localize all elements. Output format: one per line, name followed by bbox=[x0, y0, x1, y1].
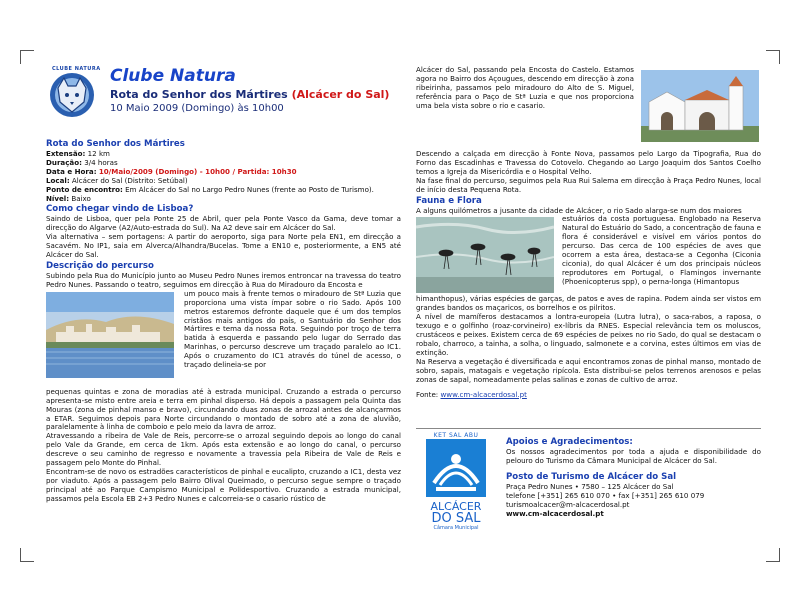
crop-mark bbox=[766, 561, 780, 562]
value: Alcácer do Sal (Distrito: Setúbal) bbox=[71, 175, 188, 185]
paragraph: A nível de mamíferos destacamos a lontra-europeia (Lutra lutra), o saca-rabos, a raposa, o texugo e o golfinho (roaz-corvineiro) ex-líbris da RNES. Especial relevância tem os moluscos, crustáceos e peixes. Existem cerca de 69 espécies de peixes no rio Sado, do qual se destacam o robalo, charroco, a tainha, a solha, o linguado, salmonete e a corvina, estes últimos em vias de extinção. bbox=[416, 312, 761, 357]
section-title-fauna: Fauna e Flora bbox=[416, 195, 482, 206]
wolf-logo-icon bbox=[46, 66, 98, 120]
section-title-como-chegar: Como chegar vindo de Lisboa? bbox=[46, 204, 194, 215]
route-place: (Alcácer do Sal) bbox=[291, 88, 390, 101]
image-wrap-block bbox=[416, 215, 761, 295]
clube-natura-logo bbox=[46, 66, 101, 120]
crop-mark bbox=[20, 548, 21, 562]
alcacer-line2: DO SAL bbox=[431, 511, 481, 526]
alcacer-logo bbox=[418, 432, 494, 531]
paragraph: pequenas quintas e zona de moradias até à estrada municipal. Cruzando a estrada o percurso apresenta-se misto entre areia e terra em pinhal disperso. Há depois a passagem pela Quinta das Mouras (zona de pinhal manso e bravo), circundando duas zonas de arrozal antes de alcançarmos a ETAR. Seguimos depois para Norte circundando o montado de sobro até a zona de aluvião, paralelamente à linha de comboio e pelo meio da lavra de arroz. bbox=[46, 386, 401, 432]
label: Duração: bbox=[46, 157, 82, 167]
source-line bbox=[416, 391, 761, 400]
logo-text: CLUBE NATURA bbox=[52, 66, 101, 72]
support-text bbox=[506, 436, 761, 518]
posto-title: Posto de Turismo de Alcácer do Sal bbox=[506, 471, 677, 482]
church-photo bbox=[641, 70, 759, 142]
apoios-text: Os nossos agradecimentos por toda a ajuda e disponibilidade do pelouro do Turismo da Câmara Municipal de Alcácer do Sal. bbox=[506, 447, 761, 465]
label: Nível: bbox=[46, 193, 70, 203]
source-label: Fonte: bbox=[416, 389, 439, 399]
crop-mark bbox=[20, 50, 21, 64]
alcacer-emblem-icon bbox=[426, 439, 486, 497]
document-page bbox=[34, 56, 766, 566]
crop-mark bbox=[20, 50, 34, 51]
section-title-descricao: Descrição do percurso bbox=[46, 260, 154, 271]
support-block bbox=[416, 432, 761, 552]
event-date: 10 Maio 2009 (Domingo) às 10h00 bbox=[110, 103, 284, 114]
club-name: Clube Natura bbox=[110, 66, 236, 86]
info-nivel bbox=[46, 195, 401, 204]
town-river-photo bbox=[46, 292, 174, 378]
right-column bbox=[416, 66, 761, 399]
value: 12 km bbox=[87, 149, 110, 158]
value: Em Alcácer do Sal no Largo Pedro Nunes (frente ao Posto de Turismo). bbox=[125, 184, 374, 194]
alcacer-line3: Câmara Municipal bbox=[433, 525, 479, 531]
posto-address: Praça Pedro Nunes • 7580 – 125 Alcácer do Sal bbox=[506, 481, 674, 491]
paragraph: Subindo pela Rua do Município junto ao Museu Pedro Nunes iremos entroncar na travessa do teatro Pedro Nunes. Passando o teatro, seguimos em direcção à Rua do Miradouro da Encosta e bbox=[46, 270, 401, 289]
value: Baixo bbox=[71, 193, 91, 203]
crop-mark bbox=[766, 50, 780, 51]
posto-email[interactable]: turismoalcacer@m-alcacerdosal.pt bbox=[506, 499, 630, 509]
value: 10/Maio/2009 (Domingo) - 10h00 / Partida: 10h30 bbox=[98, 166, 297, 176]
paragraph: himanthopus), várias espécies de garças, de patos e aves de rapina. Podem ainda ser vistos em grandes bandos os maçaricos, os borrelhos e os pilritos. bbox=[416, 294, 761, 313]
paragraph: Na Reserva a vegetação é diversificada e aqui encontramos zonas de pinhal manso, montado de sobro, sapais, matagais e vegetação ripícola. Esta distribui-se pelos terrenos arenosos e pelas zonas de sapal, nomeadamente pelas salinas e zonas de cultivo de arroz. bbox=[416, 356, 761, 384]
crop-mark bbox=[20, 561, 34, 562]
paragraph: Alcácer do Sal, passando pela Encosta do Castelo. Estamos agora no Bairro dos Açougues, descendo em direcção à zona ribeirinha, passamos pelo miradouro do Alto de S. Miguel, referência para o Paço de Stª Luzia e que nos proporciona uma bela vista sobre o rio e casario. bbox=[416, 65, 634, 110]
divider bbox=[416, 428, 761, 429]
posto-phone: telefone [+351] 265 610 070 • fax [+351] 265 610 079 bbox=[506, 490, 705, 500]
apoios-title: Apoios e Agradecimentos: bbox=[506, 437, 633, 447]
crop-mark bbox=[779, 548, 780, 562]
paragraph: um pouco mais à frente temos o miradouro de Stª Luzia que proporciona uma vista ímpar sobre o rio Sado. Após 100 metros estaremos defronte daquele que é um dos templos cristãos mais antigos do país, o Santuário do Senhor dos Mártires e tema da nossa Rota. Seguindo por troço de terra batida à esquerda e passando pelo lugar do Serrado das Marinhas, o percurso descreve um traçado paralelo ao IC1. Após o cruzamento do IC1 através do túnel de acesso, o traçado delineia-se por bbox=[184, 288, 401, 370]
crop-mark bbox=[779, 50, 780, 64]
route-title bbox=[110, 88, 389, 101]
paragraph: Descendo a calçada em direcção à Fonte Nova, passamos pelo Largo da Tipografia, Rua do Forno das Escadinhas e Travessa do Cotovelo. Chegando ao Largo Joaquim dos Santos Coelho temos a Igreja da Misericórdia e o Hospital Velho. bbox=[416, 149, 761, 176]
ket-text: KET SAL ABU bbox=[433, 432, 479, 439]
info-ponto bbox=[46, 186, 401, 195]
paragraph: Via alternativa – sem portagens: A partir do aeroporto, siga para Norte pela EN1, em direcção a Sacavém. No IP1, saia em Alverca/Alhandra/Bucelas. Tome a EN10 e, posteriormente, a EN5 até Alcácer do Sal. bbox=[46, 232, 401, 260]
birds-wetland-photo bbox=[416, 217, 554, 293]
label: Ponto de encontro: bbox=[46, 184, 123, 194]
paragraph: Na fase final do percurso, seguimos pela Rua Rui Salema em direcção à Praça Pedro Nunes, local de início desta Pequena Rota. bbox=[416, 175, 761, 194]
label: Local: bbox=[46, 175, 70, 185]
paragraph: Atravessando a ribeira de Vale de Reis, percorre-se o arrozal seguindo depois ao longo do canal pelo Vale da Grande, em cerca de 1km. Após esta extensão e ao longo do canal, o percurso descreve o seu caminho de regresso e novamente a travessia pela Ribeira de Vale de Reis e passagem pelo Monte do Pinhal. bbox=[46, 431, 401, 468]
paragraph: Encontram-se de novo os estradões característicos de pinhal e eucalipto, cruzando a IC1, desta vez por viaduto. Após a passagem pelo Bairro Olival Queimado, o percurso segue sempre o traçado principal até ao Parque Campismo Municipal e Polidesportivo. Cruzando a estrada municipal, passamos pela Escola EB 2+3 Pedro Nunes e calcorreia-se o casario rústico de bbox=[46, 466, 401, 503]
left-column bbox=[46, 138, 401, 504]
value: 3/4 horas bbox=[84, 157, 118, 167]
label: Extensão: bbox=[46, 149, 86, 158]
image-wrap-block bbox=[416, 66, 761, 150]
paragraph: Saindo de Lisboa, quer pela Ponte 25 de Abril, quer pela Ponte Vasco da Gama, deve tomar a direcção do Algarve (A2/Auto-estrada do Sul). Na A2 deve sair em Alcácer do Sal. bbox=[46, 214, 401, 233]
paragraph: A alguns quilómetros a jusante da cidade de Alcácer, o rio Sado alarga-se num dos maiores bbox=[416, 205, 742, 215]
source-link[interactable]: www.cm-alcacerdosal.pt bbox=[440, 389, 527, 399]
alcacer-line1: ALCÁCER bbox=[430, 500, 482, 513]
paragraph: estuários da costa portuguesa. Englobado na Reserva Natural do Estuário do Sado, a concentração de fauna e flora é considerável e visível em vários pontos do percurso. Das cerca de 100 espécies de aves que ocorrem a esta área, destaca-se a Cegonha (Ciconia ciconia), do qual Alcácer é um dos principais núcleos reprodutores em Portugal, o Flamingos invernante (Phoenicopterus spp), o perna-longa (Himantopus bbox=[562, 214, 762, 286]
posto-website[interactable]: www.cm-alcacerdosal.pt bbox=[506, 508, 604, 518]
image-wrap-block bbox=[46, 290, 401, 388]
route-title-text: Rota do Senhor dos Mártires bbox=[110, 88, 288, 101]
label: Data e Hora: bbox=[46, 166, 97, 176]
section-title-rota: Rota do Senhor dos Mártires bbox=[46, 139, 185, 149]
